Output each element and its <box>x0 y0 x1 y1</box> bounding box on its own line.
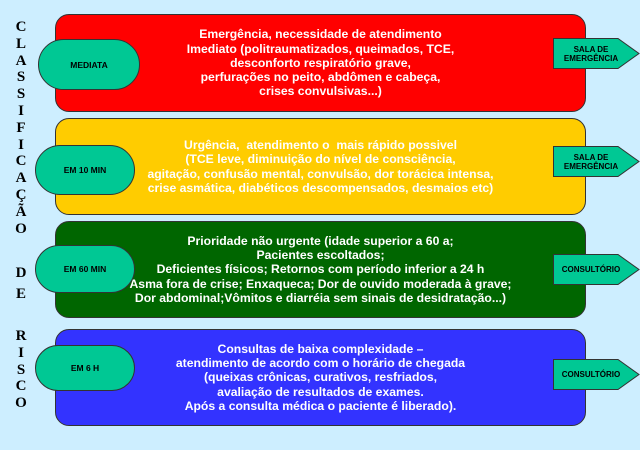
description-line: (TCE leve, diminuição do nível de consciência, <box>185 152 456 167</box>
side-title-letter: I <box>18 102 24 119</box>
side-title-letter: C <box>15 153 27 170</box>
description-line: Imediato (politraumatizados, queimados, TCE, <box>186 41 455 56</box>
side-title-letter: I <box>18 136 24 153</box>
level-description <box>187 27 454 98</box>
side-title-letter: S <box>16 361 26 378</box>
destination-label: SALA DE EMERGÊNCIA <box>563 152 619 171</box>
side-title-classificacao <box>12 19 30 237</box>
side-title-letter: S <box>16 69 26 86</box>
description-line: perfurações no peito, abdômen e cabeça, <box>200 70 441 85</box>
side-title-letter: S <box>16 86 26 103</box>
description-line: Dor abdominal;Vômitos e diarréia sem sinais de desidratação...) <box>134 290 507 305</box>
level-description <box>176 342 465 413</box>
description-line: atendimento de acordo com o horário de chegada <box>175 356 466 371</box>
side-title-letter: D <box>15 265 27 281</box>
description-line: agitação, confusão mental, convulsão, dor torácica intensa, <box>147 166 494 181</box>
destination-arrow-nao-urgente <box>553 254 640 285</box>
side-title-letter: O <box>15 395 27 412</box>
side-title-letter: A <box>15 170 27 187</box>
description-line: Emergência, necessidade de atendimento <box>199 27 442 42</box>
side-title-letter: F <box>16 119 26 136</box>
side-title-letter: C <box>15 19 27 35</box>
destination-label: CONSULTÓRIO <box>561 370 621 379</box>
description-line: (queixas crônicas, curativos, resfriados, <box>203 370 437 385</box>
side-title-letter: E <box>15 286 26 302</box>
side-title-letter: Ç <box>15 186 27 203</box>
destination-arrow-baixa-complexidade <box>553 359 640 390</box>
side-title-letter: R <box>15 328 27 344</box>
description-line: crise asmática, diabéticos descompensados, desmaios etc) <box>147 180 494 195</box>
level-description <box>147 138 493 195</box>
description-line: Prioridade não urgente (idade superior a 60 a; <box>187 233 454 248</box>
side-title-de <box>12 263 30 305</box>
destination-label: CONSULTÓRIO <box>561 265 621 274</box>
description-line: Consultas de baixa complexidade – <box>217 341 424 356</box>
level-description <box>130 234 512 305</box>
destination-label: SALA DE EMERGÊNCIA <box>563 44 619 63</box>
description-line: desconforto respiratório grave, <box>230 55 411 70</box>
destination-arrow-urgencia <box>553 146 640 177</box>
side-title-letter: L <box>15 35 26 52</box>
side-title-risco <box>12 328 30 412</box>
time-badge-nao-urgente: EM 60 MIN <box>35 245 135 293</box>
description-line: crises convulsivas...) <box>259 84 382 99</box>
description-line: Urgência, atendimento o mais rápido possivel <box>184 137 457 152</box>
time-badge-emergencia: MEDIATA <box>38 39 140 90</box>
side-title-letter: Ã <box>15 203 27 220</box>
level-box-baixa-complexidade <box>55 329 586 426</box>
description-line: avaliação de resultados de exames. <box>217 384 424 399</box>
side-title-letter: O <box>15 220 27 237</box>
destination-arrow-emergencia <box>553 38 640 69</box>
description-line: Pacientes escoltados; <box>256 248 385 263</box>
side-title-letter: I <box>18 344 24 361</box>
description-line: Asma fora de crise; Enxaqueca; Dor de ouvido moderada à grave; <box>129 276 512 291</box>
description-line: Após a consulta médica o paciente é liberado). <box>184 398 457 413</box>
time-badge-baixa-complexidade: EM 6 H <box>35 345 135 391</box>
side-title-letter: C <box>15 378 27 395</box>
time-badge-urgencia: EM 10 MIN <box>35 145 135 195</box>
description-line: Deficientes físicos; Retornos com período inferior a 24 h <box>156 262 485 277</box>
side-title-letter: A <box>15 52 27 69</box>
